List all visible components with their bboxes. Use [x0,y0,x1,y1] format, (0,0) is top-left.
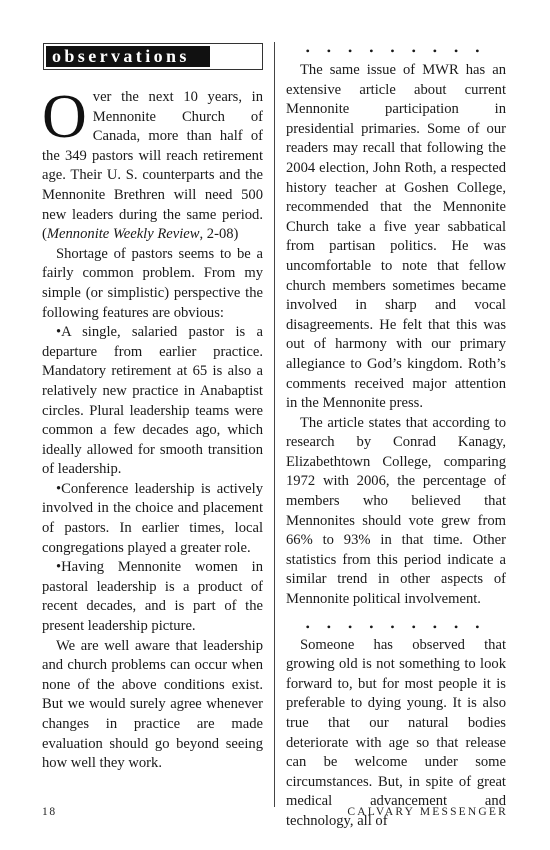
magazine-name: CALVARY MESSENGER [347,806,508,818]
column-divider [274,42,275,807]
bullet-single-pastor: •A single, salaried pastor is a departure from earlier practice. Mandatory retirement at 65 is also a relatively new practice in Anabaptist circles. Plural leadership teams were common a few decades ago, which ideally allowed for smooth transition of leadership. [42,324,263,478]
section-label: observations [46,46,210,67]
intro-text: ver the next 10 years, in Mennonite Church of Canada, more than half of the 349 pastors will reach retirement age. Their U. S. counterparts and the Mennonite Brethren will need 500 new leaders during the same period. ( [42,89,263,243]
right-column [286,44,506,832]
separator-dots-2: • • • • • • • • • [305,619,487,634]
paragraph-shortage: Shortage of pastors seems to be a fairly common problem. From my simple (or simplistic) perspective the following features are obvious: [42,245,263,321]
citation-title: Mennonite Weekly Review [46,226,200,243]
left-column [42,83,263,774]
citation-rest: , 2-08) [199,226,239,243]
intro-paragraph [42,83,263,245]
bullet-women: •Having Mennonite women in pastoral leadership is a product of recent decades, and is part of the present leadership picture. [42,559,263,635]
paragraph-growing-old: Someone has observed that growing old is not something to look forward to, but for most people it is preferable to dying young. It is also true that our natural bodies deteriorate with age so that release can be welcome under some circumstances. But, in spite of great medical advancement and technology, all of [286,636,506,829]
dropcap: O [42,83,87,151]
section-header [43,43,263,70]
paragraph-mwr: The same issue of MWR has an extensive article about current Mennonite participation in presidential primaries. Some of our readers may recall that following the 2004 election, John Roth, a respected history teacher at Goshen College, recommended that the Mennonite Church take a five year sabbatical from partisan politics. He was uncomfortable to note that fellow church members sometimes became involved in sharp and vocal disagreements. He felt that this was out of harmony with our primary allegiance to God’s kingdom. Roth’s comments received major attention in the Mennonite press. [286,62,506,412]
separator-dots: • • • • • • • • • [305,44,487,58]
bullet-conference: •Conference leadership is actively involved in the choice and placement of pastors. In earlier times, local congregations played a greater role. [42,480,263,556]
paragraph-conclusion: We are well aware that leadership and church problems can occur when none of the above conditions exist. But we would surely agree whenever changes in practice are made evaluation should go beyond seeing how well they work. [42,637,263,772]
page-number: 18 [42,806,57,818]
paragraph-research: The article states that according to research by Conrad Kanagy, Elizabethtown College, comparing 1972 with 2006, the percentage of members who believed that Mennonites should vote grew from 66% to 93% in that time. Other statistics from this period indicate a similar trend in other aspects of Mennonite political involvement. [286,414,506,608]
